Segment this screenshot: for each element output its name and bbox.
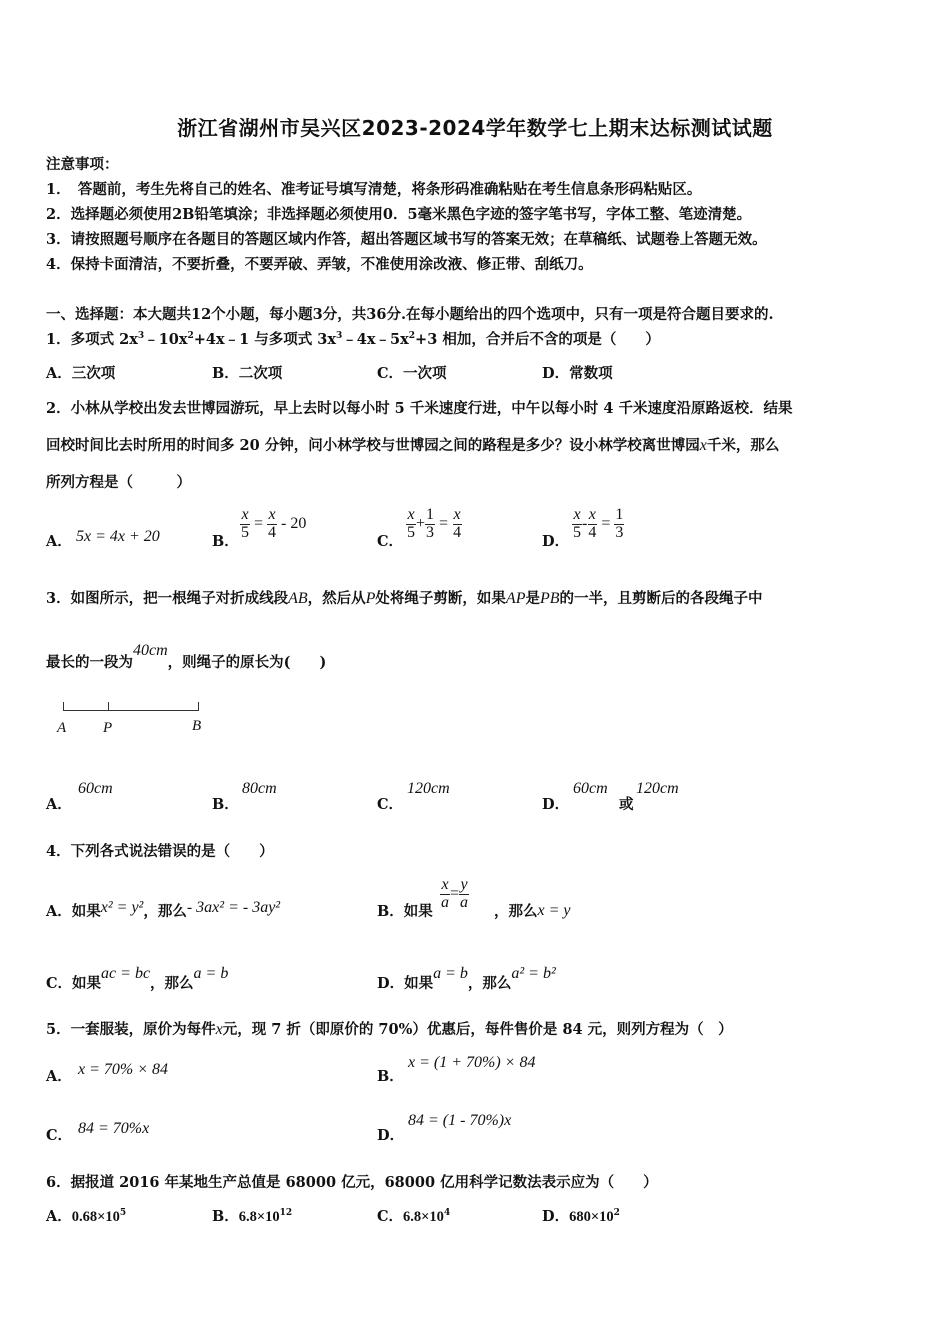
q2-option-c-label[interactable]: C． (377, 533, 404, 550)
numerator: x (241, 506, 249, 523)
q2-option-a-label[interactable]: A． (46, 533, 72, 550)
fraction (440, 877, 450, 912)
q1-exp-c: 3 (336, 331, 343, 342)
q4-option-b-tail (494, 900, 571, 921)
q4-option-c-math-2: a = b (193, 965, 229, 982)
q6-option-b-exp: 12 (279, 1208, 293, 1219)
q6-option-b[interactable] (212, 1205, 292, 1226)
q4-stem: 4．下列各式说法错误的是（ ） (46, 843, 274, 860)
q3-segment-ab: AB (288, 590, 308, 607)
q4-option-c[interactable] (46, 965, 229, 993)
q4-option-a-label: A．如果 (46, 903, 101, 920)
numerator: 1 (615, 506, 624, 523)
denominator: 5 (241, 523, 249, 541)
q3-option-a-label[interactable]: A． (46, 796, 72, 813)
q1-exp-b: 2 (187, 331, 194, 342)
numerator: x (407, 506, 415, 523)
note-item-4: 4．保持卡面清洁，不要折叠，不要弄破、弄皱，不准使用涂改液、修正带、刮纸刀。 (46, 256, 593, 273)
denominator: 5 (573, 523, 581, 541)
q1-option-d[interactable]: D．常数项 (542, 365, 613, 382)
q2-option-a-math: 5x = 4x + 20 (76, 528, 160, 545)
numerator: x (268, 506, 276, 523)
q2-line-2 (46, 434, 779, 455)
q5-option-d-label[interactable]: D． (377, 1127, 405, 1144)
minus-sign: - (582, 514, 588, 532)
q1-exp-a: 3 (137, 331, 145, 342)
q3-figure-line (63, 710, 199, 711)
q5-option-a-math: x = 70% × 84 (78, 1061, 169, 1078)
q6-option-d-base: 680×10 (569, 1209, 614, 1225)
q4-option-c-mid: ，那么 (150, 975, 194, 992)
q3-option-a-math: 60cm (78, 780, 113, 797)
plus-sign: + (416, 514, 426, 532)
numerator: x (588, 506, 596, 523)
q2-line-3: 所列方程是（ ） (46, 474, 191, 491)
q3-text-d: 是 (525, 590, 540, 607)
q1-exp-d: 2 (408, 331, 416, 342)
q6-option-a-base: 0.68×10 (71, 1209, 120, 1225)
q5-stem (46, 1018, 733, 1039)
q6-option-d[interactable] (542, 1205, 620, 1226)
q1-option-c[interactable]: C．一次项 (377, 365, 447, 382)
fraction (425, 507, 435, 542)
q6-option-b-label: B． (212, 1208, 239, 1225)
q1-poly2-tail: +3 相加，合并后不含的项是（ ） (415, 331, 660, 348)
q3-segment-pb: PB (539, 590, 560, 607)
fraction (614, 507, 624, 542)
denominator: 3 (426, 523, 435, 541)
equals-sign: = (601, 514, 611, 532)
q1-poly2: ﹣4x﹣5x (342, 331, 409, 348)
q2-line-2b: 千米，那么 (706, 437, 780, 454)
q1-option-b[interactable]: B．二次项 (212, 365, 283, 382)
q5-option-b-math: x = (1 + 70%) × 84 (408, 1054, 536, 1071)
q5-option-c-math: 84 = 70%x (78, 1120, 150, 1137)
numerator: x (573, 506, 581, 523)
q4-option-b-label[interactable]: B．如果 (377, 903, 433, 920)
q3-text-c: 处将绳子剪断，如果 (375, 590, 506, 607)
question-1-stem (46, 328, 660, 349)
q3-segment-ap: AP (505, 590, 526, 607)
q3-option-d-label[interactable]: D． (542, 796, 570, 813)
q2-option-b-label[interactable]: B． (212, 533, 239, 550)
q4-option-d-math-2: a² = b² (511, 965, 556, 982)
denominator: 4 (453, 523, 462, 541)
q5-option-a-label[interactable]: A． (46, 1068, 72, 1085)
q4-option-c-math-1: ac = bc (101, 965, 151, 982)
q6-option-c[interactable] (377, 1205, 450, 1226)
q3-figure-label-a: A (57, 720, 67, 736)
fraction (587, 507, 597, 542)
q4-option-c-label: C．如果 (46, 975, 102, 992)
fraction (459, 877, 469, 912)
q3-option-d-or: 或 (619, 796, 634, 813)
q1-prefix: 1．多项式 2x (46, 331, 138, 348)
q1-poly1-tail: +4x﹣1 与多项式 3x (193, 331, 337, 348)
q5-option-c-label[interactable]: C． (46, 1127, 73, 1144)
q4-option-b-math (440, 877, 469, 912)
notes-heading: 注意事项： (46, 156, 119, 173)
equals-sign: = (439, 514, 449, 532)
q3-option-c-label[interactable]: C． (377, 796, 404, 813)
q3-length: 40cm (133, 642, 168, 659)
q2-var-x: x (699, 437, 707, 454)
q1-poly1: ﹣10x (144, 331, 188, 348)
q6-option-c-exp: 4 (443, 1208, 451, 1219)
equals-sign: = (254, 514, 264, 532)
q3-option-c-math: 120cm (407, 780, 450, 797)
q3-text-e: 的一半，且剪断后的各段绳子中 (559, 590, 763, 607)
q3-line-1 (46, 587, 763, 608)
q2-line-2a: 回校时间比去时所用的时间多 20 分钟，问小林学校与世博园之间的路程是多少？设小林学校离世博园 (46, 437, 700, 454)
q3-figure-tick-b (198, 702, 199, 711)
equals-sign: = (450, 884, 460, 902)
q6-option-a-exp: 5 (119, 1208, 127, 1219)
q4-option-d-mid: ，那么 (467, 975, 512, 992)
q3-text-f: 最长的一段为 (46, 654, 133, 671)
q3-option-d-math-2: 120cm (636, 780, 679, 797)
q3-figure-label-b: B (192, 718, 202, 734)
q3-figure-label-p: P (103, 720, 113, 736)
denominator: 4 (268, 523, 277, 541)
q4-option-a-math-2: - 3ax² = - 3ay² (186, 899, 281, 916)
q4-option-b-mid: ，那么 (494, 903, 538, 920)
denominator: a (460, 893, 469, 911)
q6-option-d-exp: 2 (613, 1208, 620, 1219)
denominator: 3 (615, 523, 624, 541)
section-heading: 一、选择题：本大题共12个小题，每小题3分，共36分.在每小题给出的四个选项中，只有一项是符合题目要求的. (46, 306, 774, 323)
q6-option-c-base: 6.8×10 (403, 1209, 444, 1225)
note-item-2: 2．选择题必须使用2B铅笔填涂；非选择题必须使用0．5毫米黑色字迹的签字笔书写，字体工整、笔迹清楚。 (46, 206, 752, 223)
q5-var-x: x (215, 1021, 223, 1038)
fraction (572, 507, 582, 542)
q4-option-a-math-1: x² = y² (100, 899, 144, 916)
q4-option-d-label: D．如果 (377, 975, 434, 992)
denominator: 5 (407, 523, 415, 541)
q1-option-a[interactable]: A．三次项 (46, 365, 116, 382)
q2-option-d-label[interactable]: D． (542, 533, 570, 550)
q6-stem: 6．据报道 2016 年某地生产总值是 68000 亿元，68000 亿用科学记数法表示应为（ ） (46, 1174, 658, 1191)
numerator: x (453, 506, 461, 523)
q6-option-a[interactable] (46, 1205, 126, 1226)
fraction (406, 507, 416, 542)
q2-option-b-math (240, 507, 306, 542)
note-item-3: 3．请按照题号顺序在各题目的答题区域内作答，超出答题区域书写的答案无效；在草稿纸、试题卷上答题无效。 (46, 231, 767, 248)
numerator: y (460, 876, 468, 893)
q4-option-b-math-2: x = y (537, 902, 571, 919)
q2-line-1: 2．小林从学校出发去世博园游玩，早上去时以每小时 5 千米速度行进，中午以每小时 4 千米速度沿原路返校．结果 (46, 400, 793, 417)
q6-option-a-label: A． (46, 1208, 72, 1225)
q5-option-d-math: 84 = (1 - 70%)x (408, 1112, 512, 1129)
page-title: 浙江省湖州市吴兴区2023-2024学年数学七上期末达标测试试题 (177, 116, 773, 140)
q3-option-b-math: 80cm (242, 780, 277, 797)
q3-point-p: P (365, 590, 376, 607)
fraction (240, 507, 250, 542)
denominator: a (441, 893, 449, 911)
q5-stem-a: 5．一套服装，原价为每件 (46, 1021, 216, 1038)
q6-option-b-base: 6.8×10 (238, 1209, 280, 1225)
q3-text-b: ，然后从 (307, 590, 366, 607)
q3-text-a: 3．如图所示，把一根绳子对折成线段 (46, 590, 289, 607)
fraction (452, 507, 462, 542)
note-item-1: 1． 答题前，考生先将自己的姓名、准考证号填写清楚，将条形码准确粘贴在考生信息条形码粘贴区。 (46, 181, 702, 198)
q6-option-c-label: C． (377, 1208, 404, 1225)
q5-option-b-label[interactable]: B． (377, 1068, 404, 1085)
numerator: x (441, 876, 449, 893)
q5-stem-b: 元，现 7 折（即原价的 70%）优惠后，每件售价是 84 元，则列方程为（ ） (222, 1021, 733, 1038)
fraction (267, 507, 277, 542)
q3-text-g: ，则绳子的原长为( ) (167, 654, 327, 671)
q4-option-d-math-1: a = b (433, 965, 468, 982)
constant-term: - 20 (281, 514, 307, 532)
q6-option-d-label: D． (542, 1208, 570, 1225)
q3-line-2 (46, 642, 327, 672)
numerator: 1 (426, 506, 435, 523)
q3-option-d-math-1: 60cm (573, 780, 608, 797)
q4-option-d[interactable] (377, 965, 556, 993)
q4-option-a-mid: ，那么 (143, 903, 187, 920)
q3-figure-tick-a (63, 702, 64, 711)
q2-option-d-math (572, 507, 624, 542)
q3-figure-tick-p (108, 702, 109, 711)
q4-option-a[interactable] (46, 900, 280, 921)
q2-option-c-math (406, 507, 462, 542)
q3-option-b-label[interactable]: B． (212, 796, 239, 813)
denominator: 4 (588, 523, 597, 541)
